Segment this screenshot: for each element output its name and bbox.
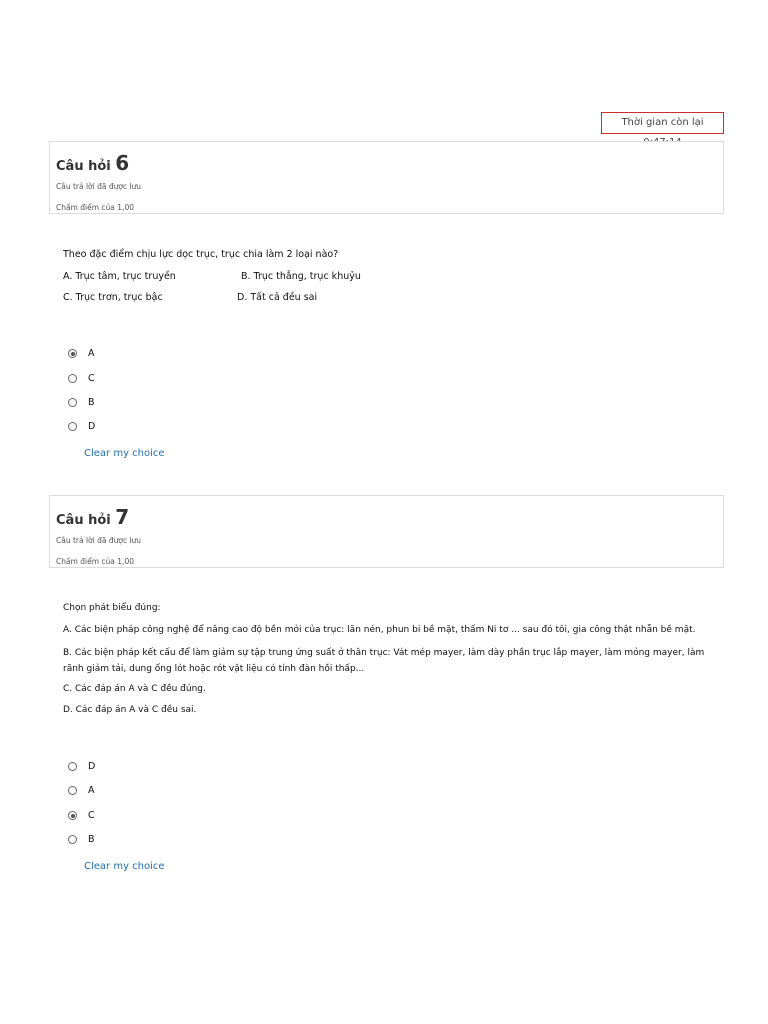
option-label: C xyxy=(88,810,95,821)
clear-choice-link[interactable]: Clear my choice xyxy=(84,861,165,872)
answer-option-b[interactable] xyxy=(68,834,95,845)
question-number: 7 xyxy=(115,505,130,529)
question-state: Câu trả lời đã được lưu xyxy=(56,536,142,545)
option-label: B xyxy=(88,397,95,408)
question-info-box xyxy=(49,495,724,568)
question-label: Câu hỏi xyxy=(56,513,111,528)
question-info-box xyxy=(49,141,724,214)
answer-option-c[interactable] xyxy=(68,810,95,821)
question-state: Câu trả lời đã được lưu xyxy=(56,182,142,191)
clear-choice-link[interactable]: Clear my choice xyxy=(84,448,165,459)
option-label: D xyxy=(88,421,96,432)
question-number: 6 xyxy=(115,151,130,175)
question-grade: Chấm điểm của 1,00 xyxy=(56,557,134,566)
answer-option-a[interactable] xyxy=(68,785,95,796)
radio-icon[interactable] xyxy=(68,835,77,844)
option-label: A xyxy=(88,348,95,359)
answer-option-a[interactable] xyxy=(68,348,95,359)
choice-text-a: A. Các biện pháp công nghệ để nâng cao độ bền mỏi của trục: lăn nén, phun bi bề mặt, thấm Ni tơ ... sau đó tôi, gia công thật nhẵn bề mặt. xyxy=(63,625,696,635)
time-remaining: Thời gian còn lại xyxy=(601,112,724,134)
choice-text-d: D. Các đáp án A và C đều sai. xyxy=(63,705,197,715)
option-label: D xyxy=(88,761,96,772)
question-prompt: Theo đặc điểm chịu lực dọc trục, trục chia làm 2 loại nào? xyxy=(63,249,339,260)
radio-icon[interactable] xyxy=(68,422,77,431)
radio-icon[interactable] xyxy=(68,374,77,383)
choice-text-c: C. Trục trơn, trục bậc xyxy=(63,292,163,303)
answer-option-b[interactable] xyxy=(68,397,95,408)
choice-text-b: B. Các biện pháp kết cấu để làm giảm sự tập trung ứng suất ở thân trục: Vát mép mayer, làm dày phần trục lắp mayer, làm mỏng mayer, làm rãnh giảm tải, dung ống lót hoặc rót vật liệu có tính đàn hồi thấp... xyxy=(63,648,705,674)
radio-icon[interactable] xyxy=(68,786,77,795)
question-title xyxy=(56,151,717,175)
choice-text-d: D. Tất cả đều sai xyxy=(237,292,318,303)
radio-selected-icon[interactable] xyxy=(68,349,77,358)
choice-text-b: B. Trục thẳng, trục khuỷu xyxy=(241,271,361,282)
choice-text-a: A. Trục tâm, trục truyền xyxy=(63,271,176,282)
answer-option-d[interactable] xyxy=(68,421,95,432)
question-title xyxy=(56,505,717,529)
option-label: B xyxy=(88,834,95,845)
radio-selected-icon[interactable] xyxy=(68,811,77,820)
question-grade: Chấm điểm của 1,00 xyxy=(56,203,134,212)
choice-text-c: C. Các đáp án A và C đều đúng. xyxy=(63,684,206,694)
answer-option-d[interactable] xyxy=(68,761,95,772)
option-label: C xyxy=(88,373,95,384)
question-prompt: Chọn phát biểu đúng: xyxy=(63,603,161,613)
question-label: Câu hỏi xyxy=(56,159,111,174)
radio-icon[interactable] xyxy=(68,762,77,771)
answer-option-c[interactable] xyxy=(68,373,95,384)
option-label: A xyxy=(88,785,95,796)
radio-icon[interactable] xyxy=(68,398,77,407)
